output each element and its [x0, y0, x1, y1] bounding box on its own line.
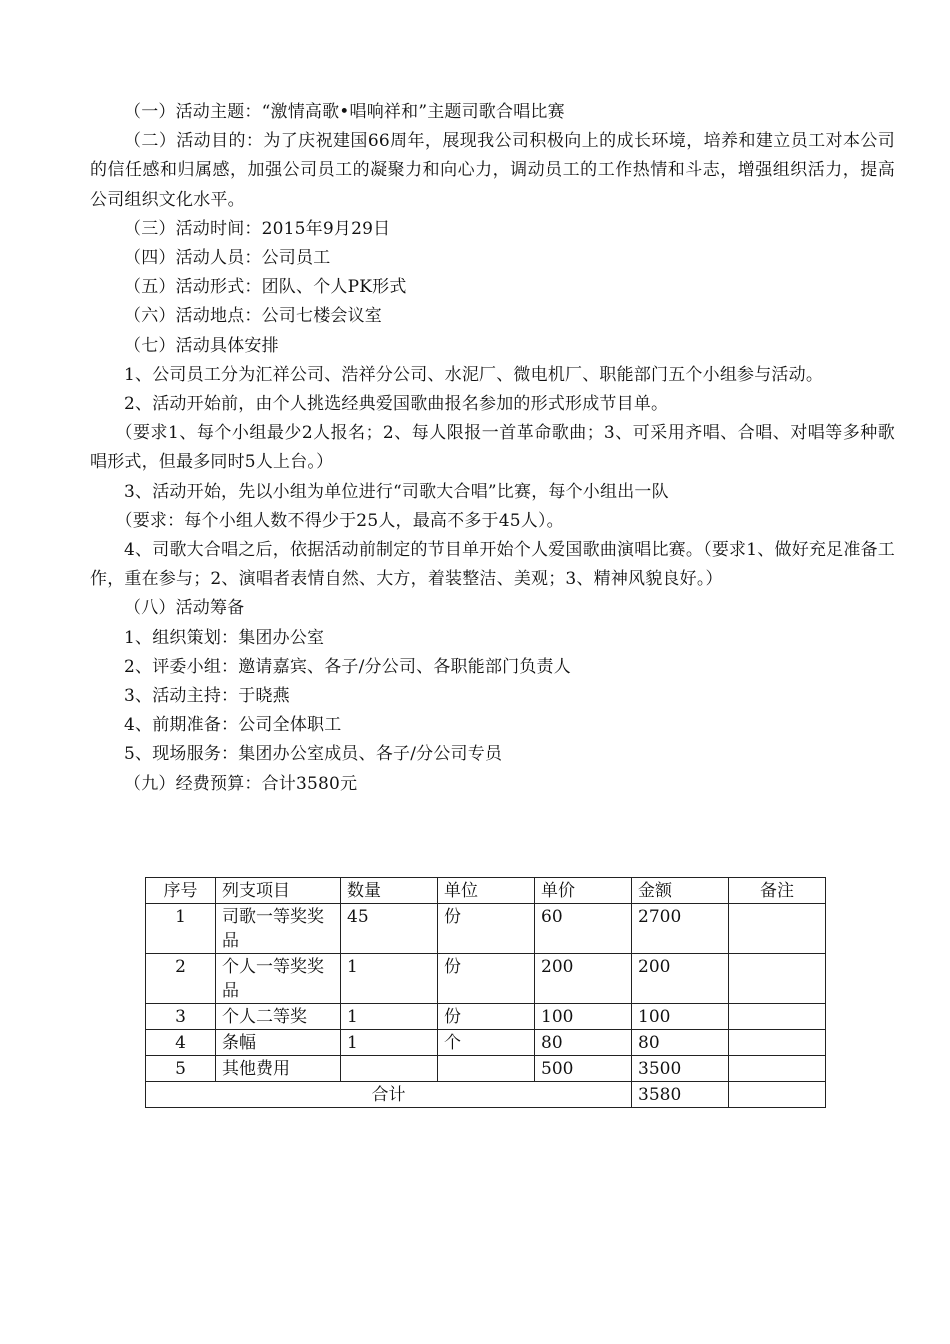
header-cell-price: 单价 — [535, 878, 632, 904]
paragraph-preparation-5: 5、现场服务：集团办公室成员、各子/分公司专员 — [124, 744, 503, 765]
total-note-cell — [729, 1082, 826, 1108]
table-row — [146, 904, 826, 954]
cell-quantity: 45 — [341, 904, 438, 954]
paragraph-requirement-1: （要求1、每个小组最少2人报名；2、每人限报一首革命歌曲；3、可采用齐唱、合唱、对唱等多种歌唱形式，但最多同时5人上台。） — [90, 423, 895, 473]
cell-price: 200 — [535, 954, 632, 1004]
cell-amount: 80 — [632, 1030, 729, 1056]
paragraph-preparation-3: 3、活动主持：于晓燕 — [124, 686, 290, 707]
cell-unit: 个 — [438, 1030, 535, 1056]
cell-price: 100 — [535, 1004, 632, 1030]
paragraph-location: （六）活动地点：公司七楼会议室 — [124, 306, 382, 327]
cell-note — [729, 904, 826, 954]
cell-price: 500 — [535, 1056, 632, 1082]
cell-amount: 200 — [632, 954, 729, 1004]
paragraph-budget-heading: （九）经费预算：合计3580元 — [124, 773, 358, 794]
paragraph-purpose: （二）活动目的：为了庆祝建国66周年，展现我公司积极向上的成长环境，培养和建立员工对本公司的信任感和归属感，加强公司员工的凝聚力和向心力，调动员工的工作热情和斗志，增强组织活力，提高公司组织文化水平。 — [90, 131, 895, 210]
cell-index: 3 — [146, 1004, 216, 1030]
cell-note — [729, 954, 826, 1004]
cell-quantity: 1 — [341, 1030, 438, 1056]
cell-quantity: 1 — [341, 1004, 438, 1030]
paragraph-requirement-2: （要求：每个小组人数不得少于25人，最高不多于45人）。 — [115, 510, 564, 531]
cell-unit: 份 — [438, 904, 535, 954]
table-row — [146, 954, 826, 1004]
cell-price: 60 — [535, 904, 632, 954]
paragraph-theme: （一）活动主题：“激情高歌•唱响祥和”主题司歌合唱比赛 — [124, 102, 565, 122]
cell-item: 司歌一等奖奖品 — [216, 904, 341, 954]
cell-item: 个人一等奖奖品 — [216, 954, 341, 1004]
paragraph-arrangement-4: 4、司歌大合唱之后，依据活动前制定的节目单开始个人爱国歌曲演唱比赛。（要求1、做好充足准备工作，重在参与；2、演唱者表情自然、大方，着装整洁、美观；3、精神风貌良好。） — [90, 540, 895, 590]
cell-item: 个人二等奖 — [216, 1004, 341, 1030]
paragraph-preparation-heading: （八）活动筹备 — [124, 598, 245, 619]
paragraph-participants: （四）活动人员：公司员工 — [124, 248, 331, 269]
cell-unit: 份 — [438, 1004, 535, 1030]
table-row — [146, 1030, 826, 1056]
cell-unit — [438, 1056, 535, 1082]
cell-index: 5 — [146, 1056, 216, 1082]
cell-unit: 份 — [438, 954, 535, 1004]
total-label-cell: 合计 — [146, 1082, 632, 1108]
header-cell-unit: 单位 — [438, 878, 535, 904]
cell-index: 2 — [146, 954, 216, 1004]
header-cell-item: 列支项目 — [216, 878, 341, 904]
cell-note — [729, 1056, 826, 1082]
cell-item: 条幅 — [216, 1030, 341, 1056]
paragraph-format: （五）活动形式：团队、个人PK形式 — [124, 277, 407, 298]
total-amount-cell: 3580 — [632, 1082, 729, 1108]
paragraph-arrangement-heading: （七）活动具体安排 — [124, 335, 279, 356]
cell-quantity — [341, 1056, 438, 1082]
cell-amount: 2700 — [632, 904, 729, 954]
budget-table — [145, 877, 826, 1108]
cell-quantity: 1 — [341, 954, 438, 1004]
cell-amount: 3500 — [632, 1056, 729, 1082]
paragraph-arrangement-1: 1、公司员工分为汇祥公司、浩祥分公司、水泥厂、微电机厂、职能部门五个小组参与活动。 — [124, 364, 824, 385]
cell-price: 80 — [535, 1030, 632, 1056]
table-total-row — [146, 1082, 826, 1108]
cell-index: 1 — [146, 904, 216, 954]
paragraph-time: （三）活动时间：2015年9月29日 — [124, 218, 391, 239]
paragraph-arrangement-2: 2、活动开始前，由个人挑选经典爱国歌曲报名参加的形式形成节目单。 — [124, 394, 669, 415]
table-row — [146, 1056, 826, 1082]
cell-item: 其他费用 — [216, 1056, 341, 1082]
header-cell-note: 备注 — [729, 878, 826, 904]
paragraph-arrangement-3: 3、活动开始，先以小组为单位进行“司歌大合唱”比赛，每个小组出一队 — [124, 481, 669, 502]
cell-index: 4 — [146, 1030, 216, 1056]
document-body — [90, 98, 895, 799]
cell-amount: 100 — [632, 1004, 729, 1030]
table-row — [146, 1004, 826, 1030]
paragraph-preparation-4: 4、前期准备：公司全体职工 — [124, 715, 342, 736]
header-cell-quantity: 数量 — [341, 878, 438, 904]
paragraph-preparation-1: 1、组织策划：集团办公室 — [124, 627, 325, 648]
header-cell-amount: 金额 — [632, 878, 729, 904]
table-header-row — [146, 878, 826, 904]
cell-note — [729, 1004, 826, 1030]
cell-note — [729, 1030, 826, 1056]
header-cell-index: 序号 — [146, 878, 216, 904]
paragraph-preparation-2: 2、评委小组：邀请嘉宾、各子/分公司、各职能部门负责人 — [124, 656, 571, 677]
